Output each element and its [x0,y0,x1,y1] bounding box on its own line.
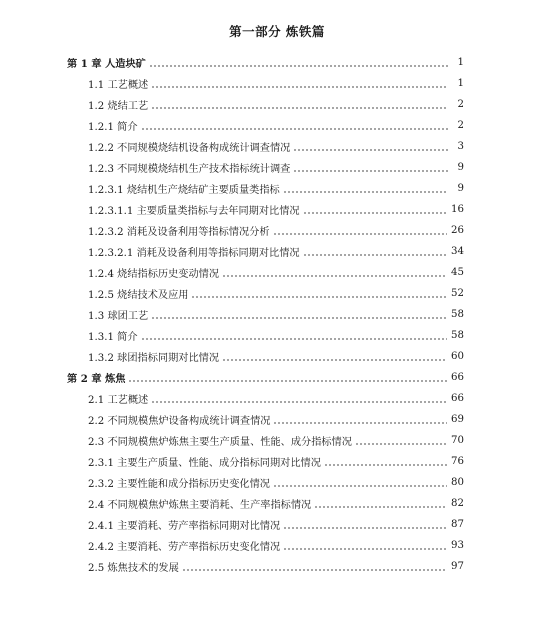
leader-dots [222,351,447,363]
leader-dots [273,477,447,489]
leader-dots [149,57,448,69]
toc-label: 1.3.2 球团指标同期对比情况 [88,353,220,364]
toc-row [0,199,554,220]
toc-page-number: 1 [457,57,464,68]
toc-row [0,304,554,325]
toc-page-number: 2 [457,120,464,131]
leader-dots [314,498,447,510]
toc-row [0,493,554,514]
leader-dots [283,519,447,531]
toc-page-number: 9 [457,162,464,173]
toc-row [0,346,554,367]
leader-dots [324,456,447,468]
toc-row [0,73,554,94]
toc-label: 2.3 不同规模焦炉炼焦主要生产质量、性能、成分指标情况 [88,437,352,448]
toc-page-number: 2 [457,99,464,110]
toc-page-number: 93 [451,540,464,551]
toc-page-number: 66 [451,393,464,404]
page-title: 第一部分 炼铁篇 [229,24,325,39]
toc-row [0,94,554,115]
toc-label: 1.2.3.1.1 主要质量类指标与去年同期对比情况 [88,206,300,217]
toc-label: 1.2 烧结工艺 [88,101,149,112]
toc-label: 1.2.3.2.1 消耗及设备利用等指标同期对比情况 [88,248,300,259]
toc-label: 1.2.5 烧结技术及应用 [88,290,189,301]
toc-label: 1.3.1 简介 [88,332,138,343]
leader-dots [151,99,448,111]
leader-dots [141,120,448,132]
toc-row [0,535,554,556]
toc-label: 1.2.4 烧结指标历史变动情况 [88,269,220,280]
leader-dots [273,414,447,426]
toc-page-number: 69 [451,414,464,425]
toc-row [0,409,554,430]
toc-page-number: 82 [451,498,464,509]
toc-label: 1.2.3 不同规模烧结机生产技术指标统计调查 [88,164,291,175]
toc-row [0,367,554,388]
leader-dots [182,561,447,573]
toc-row [0,556,554,577]
toc-row [0,514,554,535]
toc-row [0,52,554,73]
toc-page-number: 80 [451,477,464,488]
leader-dots [293,162,448,174]
toc-label: 1.1 工艺概述 [88,80,149,91]
toc-row [0,115,554,136]
toc-page-number: 58 [451,309,464,320]
toc-row [0,388,554,409]
toc-label: 第 1 章 人造块矿 [67,58,146,70]
toc-row [0,430,554,451]
leader-dots [141,330,447,342]
toc-page-number: 1 [457,78,464,89]
toc-row [0,241,554,262]
leader-dots [293,141,448,153]
toc-page-number: 76 [451,456,464,467]
toc-row [0,136,554,157]
toc-label: 1.3 球团工艺 [88,311,149,322]
toc-row [0,220,554,241]
toc-row [0,451,554,472]
toc-row [0,157,554,178]
toc-page-number: 45 [451,267,464,278]
toc-page-number: 66 [451,372,464,383]
toc-page-number: 52 [451,288,464,299]
toc-label: 第 2 章 炼焦 [67,373,126,385]
toc-label: 2.4.2 主要消耗、劳产率指标历史变化情况 [88,542,281,553]
toc-row [0,178,554,199]
toc-page-number: 26 [451,225,464,236]
toc-page-number: 16 [451,204,464,215]
toc-label: 2.1 工艺概述 [88,395,149,406]
toc-label: 1.2.1 简介 [88,122,138,133]
toc-page-number: 87 [451,519,464,530]
toc-row [0,325,554,346]
toc-label: 1.2.3.1 烧结机生产烧结矿主要质量类指标 [88,185,280,196]
toc-page-number: 58 [451,330,464,341]
leader-dots [355,435,447,447]
toc-label: 1.2.2 不同规模烧结机设备构成统计调查情况 [88,143,291,154]
leader-dots [128,372,447,384]
toc-row [0,283,554,304]
toc-page-number: 97 [451,561,464,572]
toc-page-number: 70 [451,435,464,446]
leader-dots [303,204,447,216]
toc-label: 2.4.1 主要消耗、劳产率指标同期对比情况 [88,521,281,532]
leader-dots [283,183,448,195]
toc-row [0,472,554,493]
toc-label: 2.2 不同规模焦炉设备构成统计调查情况 [88,416,271,427]
leader-dots [273,225,448,237]
toc-label: 1.2.3.2 消耗及设备利用等指标情况分析 [88,227,270,238]
leader-dots [151,393,447,405]
leader-dots [222,267,447,279]
toc-page-number: 9 [457,183,464,194]
toc-label: 2.3.2 主要性能和成分指标历史变化情况 [88,479,270,490]
leader-dots [151,309,447,321]
toc-page-number: 60 [451,351,464,362]
leader-dots [191,288,447,300]
leader-dots [303,246,447,258]
toc-page-number: 3 [457,141,464,152]
leader-dots [151,78,448,90]
leader-dots [283,540,447,552]
toc-label: 2.5 炼焦技术的发展 [88,563,179,574]
toc-label: 2.3.1 主要生产质量、性能、成分指标同期对比情况 [88,458,321,469]
toc-row [0,262,554,283]
toc-page-number: 34 [451,246,464,257]
toc-label: 2.4 不同规模焦炉炼焦主要消耗、生产率指标情况 [88,500,312,511]
